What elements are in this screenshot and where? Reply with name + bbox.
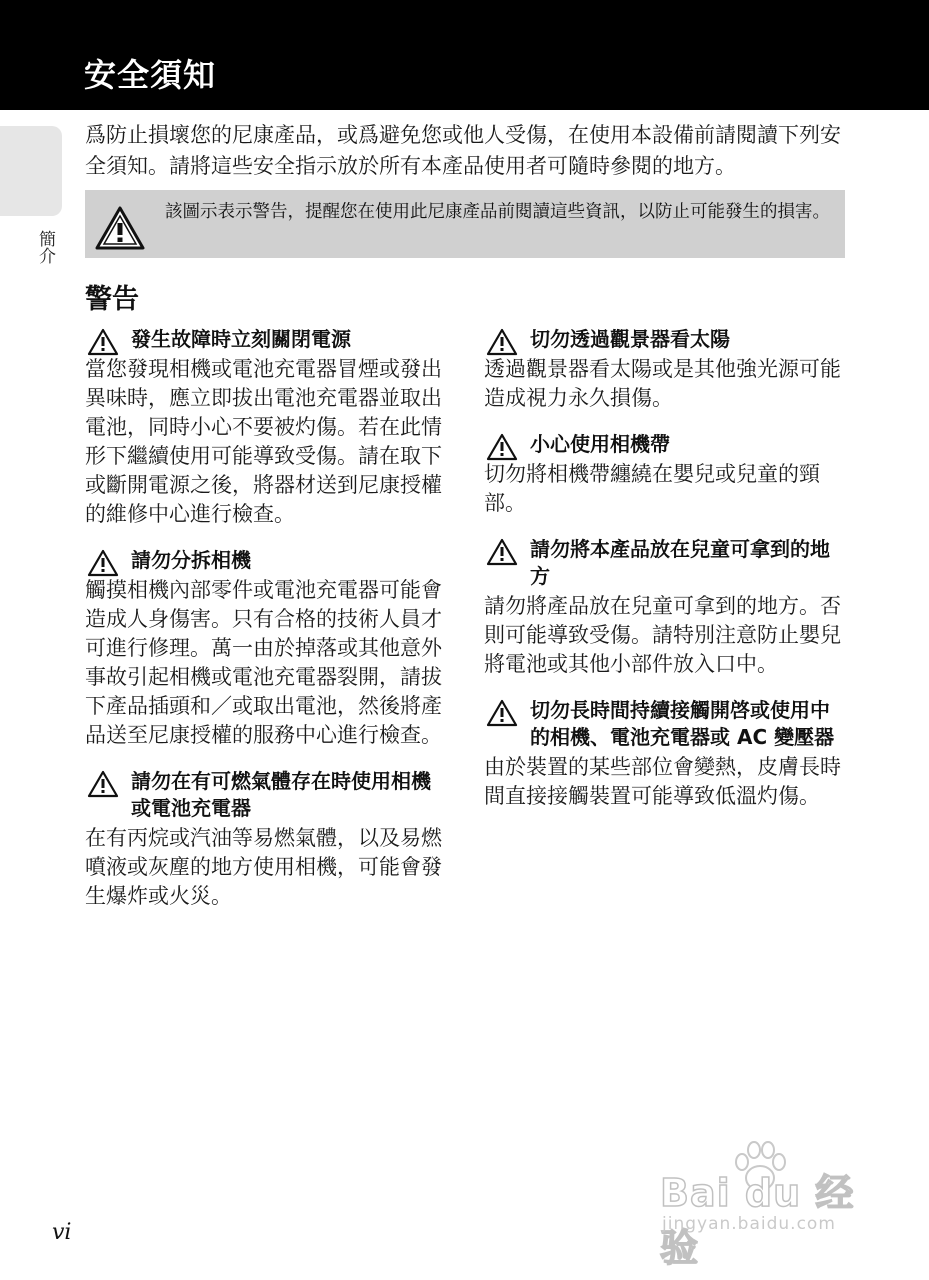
warning-triangle-icon <box>486 699 518 727</box>
warning-triangle-icon <box>87 549 119 577</box>
warning-item <box>484 326 846 413</box>
warning-triangle-icon <box>95 206 145 250</box>
warning-item <box>484 431 846 518</box>
section-heading-warning: 警告 <box>85 284 139 315</box>
left-column <box>85 326 447 929</box>
notice-text: 該圖示表示警告，提醒您在使用此尼康產品前閱讀這些資訊，以防止可能發生的損害。 <box>165 202 830 222</box>
warning-item-body: 由於裝置的某些部位會變熱，皮膚長時間直接接觸裝置可能導致低溫灼傷。 <box>484 755 841 808</box>
warning-item <box>85 326 447 529</box>
warning-item-title: 切勿透過觀景器看太陽 <box>530 327 730 351</box>
warning-item-title: 切勿長時間持續接觸開啓或使用中的相機、電池充電器或 AC 變壓器 <box>530 698 835 749</box>
warning-item <box>484 536 846 679</box>
warning-item-body: 在有丙烷或汽油等易燃氣體，以及易燃噴液或灰塵的地方使用相機，可能會發生爆炸或火災。 <box>85 826 442 908</box>
page-title: 安全須知 <box>84 56 217 94</box>
header-bar <box>0 0 929 110</box>
notice-box <box>85 190 845 258</box>
side-tab-label: 簡介 <box>35 230 55 264</box>
warning-item-title: 請勿在有可燃氣體存在時使用相機或電池充電器 <box>131 769 431 820</box>
warning-triangle-icon <box>486 328 518 356</box>
warning-item-title: 發生故障時立刻關閉電源 <box>131 327 351 351</box>
warning-item <box>85 768 447 911</box>
warning-item-title: 請勿分拆相機 <box>131 548 251 572</box>
warning-item <box>484 697 846 811</box>
intro-paragraph: 爲防止損壞您的尼康產品，或爲避免您或他人受傷，在使用本設備前請閱讀下列安全須知。請將這些安全指示放於所有本產品使用者可隨時參閱的地方。 <box>85 123 841 178</box>
watermark <box>660 1140 880 1270</box>
right-column <box>484 326 846 829</box>
warning-item-title: 小心使用相機帶 <box>530 432 670 456</box>
warning-triangle-icon <box>87 328 119 356</box>
warning-item-body: 當您發現相機或電池充電器冒煙或發出異味時，應立即拔出電池充電器並取出電池，同時小心不要被灼傷。若在此情形下繼續使用可能導致受傷。請在取下或斷開電源之後，將器材送到尼康授權的維修中心進行檢查。 <box>85 357 442 526</box>
warning-triangle-icon <box>87 770 119 798</box>
warning-item-body: 觸摸相機內部零件或電池充電器可能會造成人身傷害。只有合格的技術人員才可進行修理。萬一由於掉落或其他意外事故引起相機或電池充電器裂開，請拔下產品插頭和／或取出電池，然後將產品送至尼康授權的服務中心進行檢查。 <box>85 578 442 747</box>
warning-item-body: 切勿將相機帶纏繞在嬰兒或兒童的頸部。 <box>484 462 820 515</box>
warning-triangle-icon <box>486 538 518 566</box>
warning-item-title: 請勿將本產品放在兒童可拿到的地方 <box>530 537 830 588</box>
side-tab <box>0 126 62 216</box>
warning-item <box>85 547 447 750</box>
watermark-logo-text: Bai du 经验 <box>660 1171 855 1270</box>
warning-item-body: 透過觀景器看太陽或是其他強光源可能造成視力永久損傷。 <box>484 357 841 410</box>
warning-item-body: 請勿將產品放在兒童可拿到的地方。否則可能導致受傷。請特別注意防止嬰兒將電池或其他小部件放入口中。 <box>484 594 841 676</box>
warning-triangle-icon <box>486 433 518 461</box>
page-number: vi <box>52 1220 72 1245</box>
watermark-url: jingyan.baidu.com <box>662 1214 836 1234</box>
